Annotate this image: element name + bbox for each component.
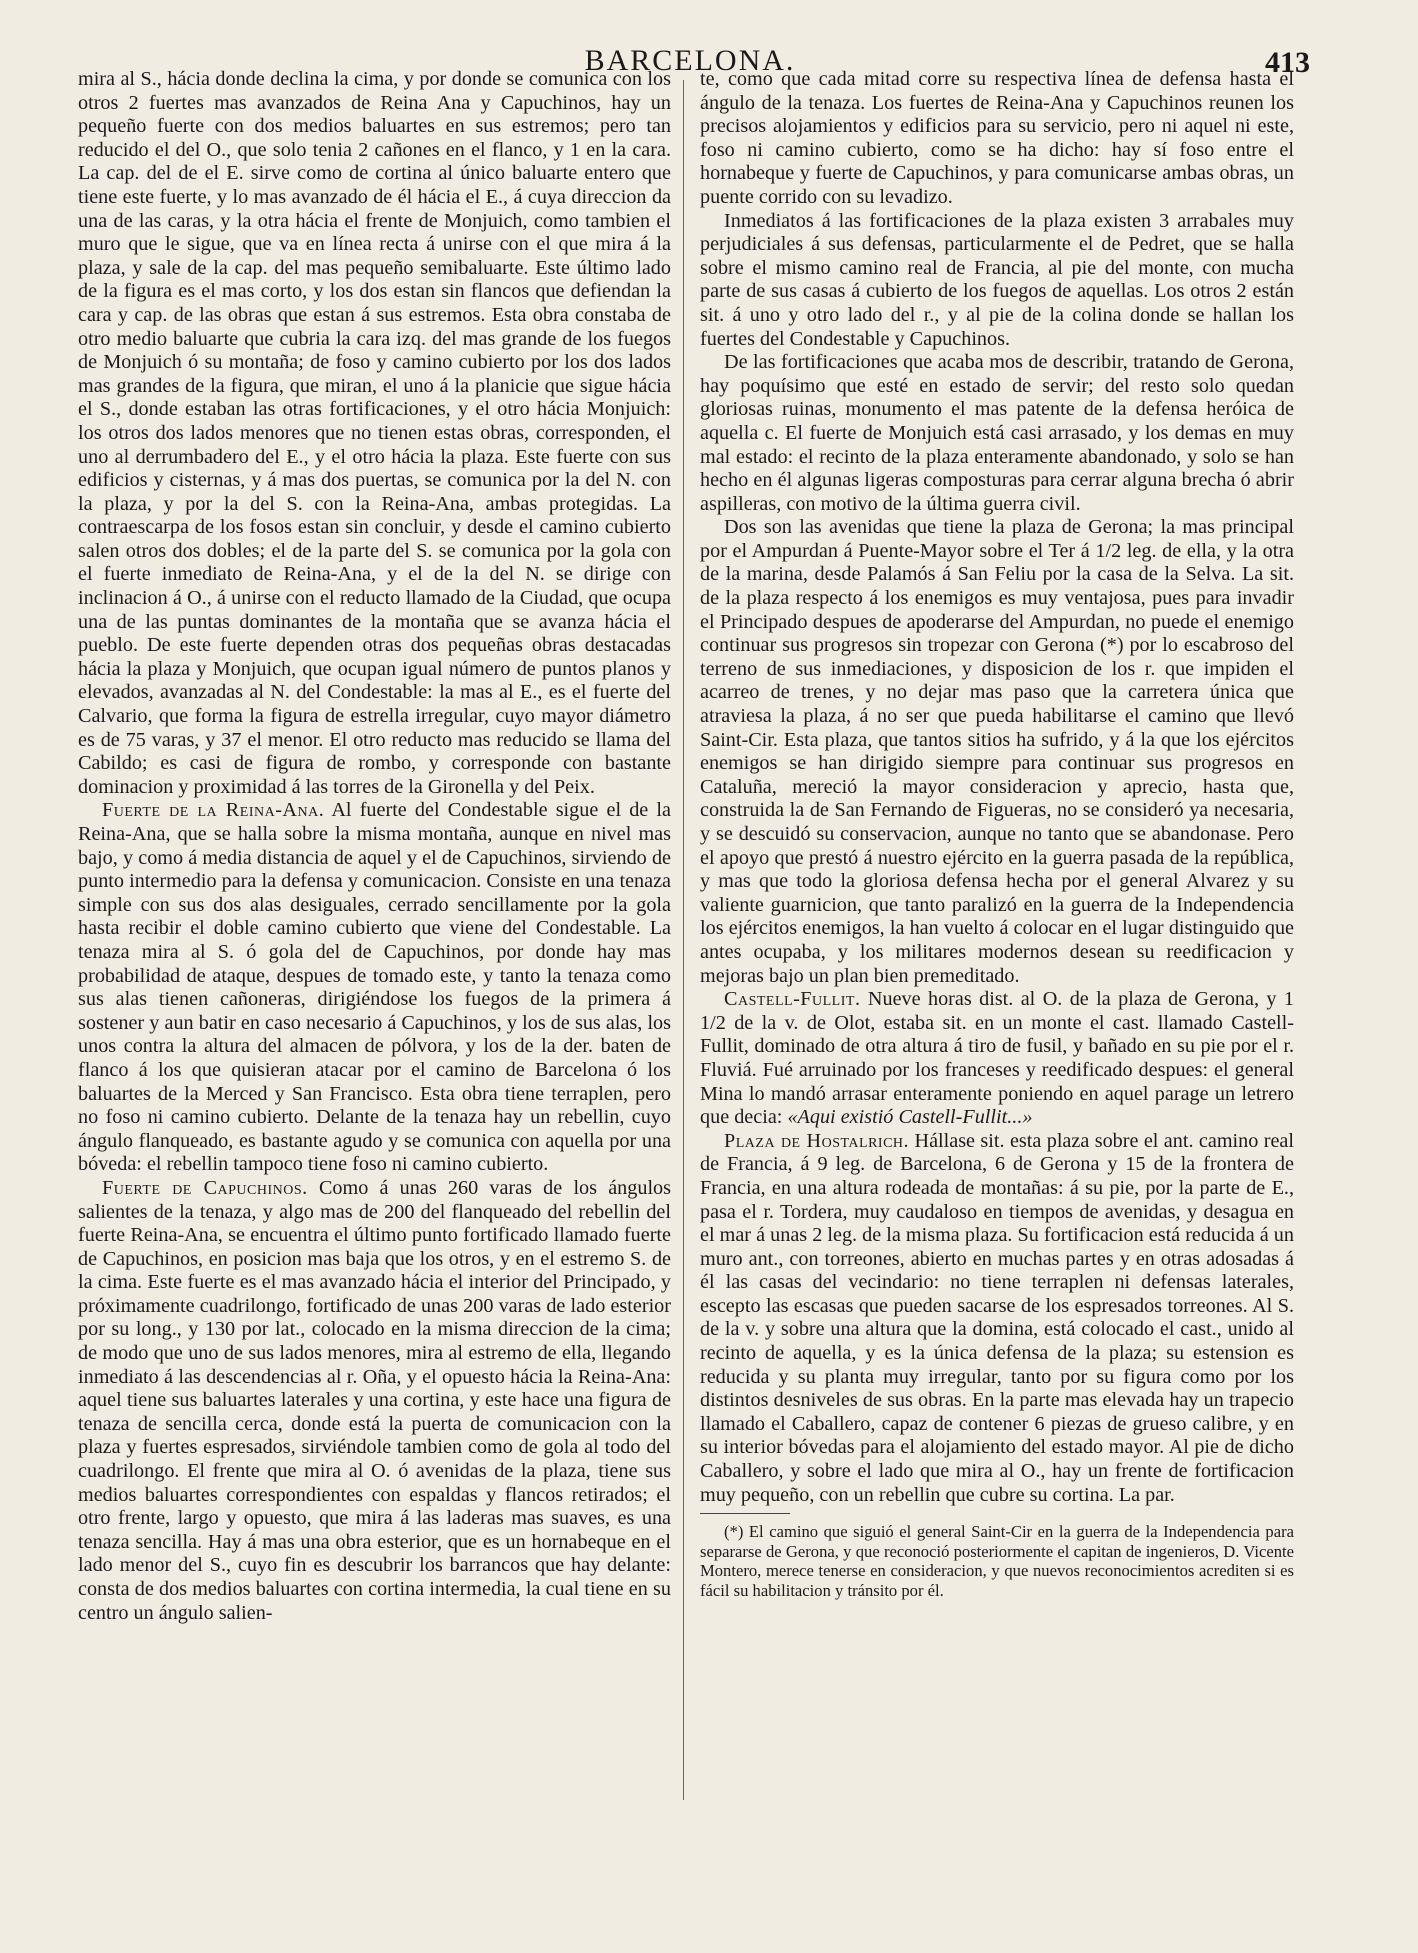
section-heading-hostalrich: Plaza de Hostalrich. [724, 1129, 910, 1152]
right-paragraph-ruinas: De las fortificaciones que acaba mos de describir, tratando de Gerona, hay poquísimo que esté en estado de servir; del resto solo quedan gloriosas ruinas, monumento el mas patente de la defensa heróica de aquella c. El fuerte de Monjuich está casi arrasado, y los demas en muy mal estado: el recinto de la plaza enteramente abandonado, y solo se han hecho en él algunas ligeras composturas para cerrar alguna brecha ó abrir aspilleras, con motivo de la última guerra civil. [700, 351, 1294, 515]
hostalrich-text: Hállase sit. esta plaza sobre el ant. camino real de Francia, á 9 leg. de Barcelona, 6 de Gerona y 15 de la frontera de Francia, en una altura rodeada de montañas: á su pie, por la parte de E., pasa el r. Tordera, muy caudaloso en tiempos de avenidas, y desagua en el mar á unas 2 leg. de la misma plaza. Su fortificacion está reducida á un muro ant., con torreones, abierto en muchas partes y en otras adosadas á él las casas del vecindario: no tiene terraplen ni defensas laterales, escepto las escasas que pueden sacarse de los espresados torreones. Al S. de la v. y sobre una altura que la domina, está colocado el cast., unido al recinto de aquella, y es la única defensa de la plaza; su estension es reducida y su planta muy irregular, tanto por su figura como por los distintos desniveles de sus obras. En la parte mas elevada hay un trapecio llamado el Caballero, capaz de contener 6 piezas de grueso calibre, y en su interior bóvedas para el alojamiento del estado mayor. Al pie de dicho Caballero, y sobre el lado que mira al O., hay un frente de fortificacion muy pequeño, con un rebellin que cubre su cortina. La par. [700, 1129, 1294, 1506]
right-paragraph-1: te, como que cada mitad corre su respectiva línea de defensa hasta el ángulo de la tenaza. Los fuertes de Reina-Ana y Capuchinos reunen los precisos alojamientos y edificios para su servicio, pero ni aquel ni este, foso ni camino cubierto, como se ha dicho: hay sí foso entre el hornabeque y fuerte de Capuchinos, y para comunicarse ambas obras, un puente corrido con su levadizo. [700, 68, 1294, 208]
left-paragraph-1: mira al S., hácia donde declina la cima, y por donde se comunica con los otros 2 fuertes mas avanzados de Reina Ana y Capuchinos, hay un pequeño fuerte con dos medios baluartes en sus estremos; pero tan reducido el del O., que solo tenia 2 cañones en el flanco, y 1 en la cara. La cap. del de el E. sirve como de cortina al único baluarte entero que tiene este fuerte, y lo mas avanzado de él hácia el E., á cuya direccion da una de las caras, y la otra hácia el frente de Monjuich, como tambien el muro que le sigue, que va en línea recta á unirse con el que mira á la plaza, y sale de la cap. del mas pequeño semibaluarte. Este último lado de la figura es el mas corto, y los dos estan sin flancos que defiendan la cara y cap. de las obras que estan á sus estremos. Esta obra constaba de otro medio baluarte que cubria la cara izq. del mas grande de los fuegos de Monjuich ó su montaña; de foso y camino cubierto por los dos lados mas grandes de la figura, que miran, el uno á la planicie que sigue hácia el S., donde estaban las otras fortificaciones, y el otro hácia Monjuich: los otros dos lados menores que no tienen estas obras, corresponden, el uno al derrumbadero del E., y el otro hácia la plaza. Este fuerte con sus edificios y cisternas, y á mas dos puertas, se comunica por la del N. con la plaza, y por la del S. con la Reina-Ana, ambas protegidas. La contraescarpa de los fosos estan sin concluir, y desde el camino cubierto salen otros dos dobles; el de la parte del S. se comunica por la gola con el fuerte inmediato de Reina-Ana, y el de la del N. se dirige con inclinacion á O., á unirse con el reducto llamado de la Ciudad, que ocupa una de las puntas dominantes de la montaña que se avanza hácia el pueblo. De este fuerte dependen otras dos pequeñas obras destacadas hácia la plaza y Monjuich, que ocupan igual número de puntos planos y elevados, avanzadas al N. del Condestable: la mas al E., es el fuerte del Calvario, que forma la figura de estrella irregular, cuyo mayor diámetro es de 75 varas, y 37 el menor. El otro reducto mas reducido se llama del Cabildo; es casi de figura de rombo, y corresponde con bastante dominacion y proximidad á las torres de la Gironella y del Peix. [78, 68, 671, 798]
right-column [700, 68, 1294, 1601]
right-paragraph-castell-fullit [700, 988, 1294, 1130]
capuchinos-text: Como á unas 260 varas de los ángulos salientes de la tenaza, y algo mas de 200 del flanqueado del rebellin del fuerte Reina-Ana, se encuentra el último punto fortificado llamado fuerte de Capuchinos, en posicion mas baja que los otros, y en el estremo S. de la cima. Este fuerte es el mas avanzado hácia el interior del Principado, y próximamente cuadrilongo, fortificado de unas 200 varas de lado esterior por su long., y 130 por lat., colocado en la misma direccion de la cima; de modo que uno de sus lados menores, mira al estremo de ella, llegando inmediato á las descendencias al r. Oña, y el opuesto hácia la Reina-Ana: aquel tiene sus baluartes laterales y una cortina, y este hace una figura de tenaza de sencilla cerca, donde está la puerta de comunicacion con la plaza y fuertes espresados, sirviéndole tambien como de gola al todo del cuadrilongo. El frente que mira al O. ó avenidas de la plaza, tiene sus medios baluartes correspondientes con espaldas y flancos retirados; el otro frente, largo y opuesto, que mira á las laderas mas suaves, es una tenaza sencilla. Hay á mas una obra esterior, que es un hornabeque en el lado menor del S., cuyo fin es descubrir los barrancos que hay delante: consta de dos medios baluartes con cortina intermedia, la cual tiene en su centro un ángulo salien- [78, 1176, 672, 1624]
section-heading-capuchinos: Fuerte de Capuchinos. [102, 1176, 308, 1199]
castell-fullit-inscription: «Aqui existió Castell-Fullit...» [787, 1106, 1033, 1129]
column-divider [683, 80, 684, 1800]
right-paragraph-avenidas: Dos son las avenidas que tiene la plaza de Gerona; la mas principal por el Ampurdan á Puente-Mayor sobre el Ter á 1/2 leg. de ella, y la otra de la marina, desde Palamós á San Feliu por la casa de la Selva. La sit. de la plaza respecto á los enemigos es muy ventajosa, pues para invadir el Principado despues de apoderarse del Ampurdan, no puede el enemigo continuar sus progresos sin tropezar con Gerona (*) por lo escabroso del terreno de sus inmediaciones, y disposicion de los r. que impiden el acarreo de trenes, y no dejar mas paso que la carretera única que atraviesa la plaza, á no ser que pueda habilitarse el camino que llevó Saint-Cir. Esta plaza, que tantos sitios ha sufrido, y á la que los ejércitos enemigos se han dirigido siempre para continuar sus progresos en Cataluña, mereció la mayor consideracion y aprecio, hasta que, construida la de San Fernando de Figueras, no se consideró ya necesaria, y se descuidó su conservacion, aunque no tanto que se abandonase. Pero el apoyo que prestó á nuestro ejército en la guerra pasada de la república, y mas que todo la gloriosa defensa hecha por el general Alvarez y su valiente guarnicion, que tanto paralizó en la guerra de la Independencia los ejércitos enemigos, la han vuelto á colocar en el lugar distinguido que antes ocupaba, y los militares modernos desean su reedificacion y mejoras bajo un plan bien premeditado. [700, 516, 1294, 987]
section-heading-reina-ana: Fuerte de la Reina-Ana. [102, 799, 325, 822]
page-number: 413 [1265, 46, 1310, 79]
castell-fullit-text: Nueve horas dist. al O. de la plaza de Gerona, y 1 1/2 de la v. de Olot, estaba sit. en un monte el cast. llamado Castell-Fullit, dominado de otra altura á tiro de fusil, y bañado en su pie por el r. Fluviá. Fué arruinado por los franceses y reedificado despues: el general Mina lo mandó arrasar enteramente poniendo en aquel parage un letrero que decia: [700, 988, 1294, 1129]
running-title: BARCELONA. [584, 44, 796, 77]
section-heading-castell-fullit: Castell-Fullit. [724, 988, 861, 1011]
footnote: (*) El camino que siguió el general Saint-Cir en la guerra de la Independencia para separarse de Gerona, y que reconoció posteriormente el capitan de ingenieros, D. Vicente Montero, merece tenerse en consideracion, y que nuevos reconocimientos acrediten si es fácil su habilitacion y tránsito por él. [700, 1522, 1294, 1600]
left-column [78, 68, 671, 1625]
left-paragraph-capuchinos [78, 1177, 671, 1625]
reina-ana-text: Al fuerte del Condestable sigue el de la Reina-Ana, que se halla sobre la misma montaña, aunque en nivel mas bajo, y como á media distancia de aquel y el de Capuchinos, sirviendo de punto intermedio para la defensa y comunicacion. Consiste en una tenaza simple con sus dos alas desiguales, cerrado sencillamente por la gola hasta recibir el doble camino cubierto que viene del Condestable. La tenaza mira al S. ó gola del de Capuchinos, por donde hay mas probabilidad de ataque, despues de tomado este, y tanto la tenaza como sus alas tienen cañoneras, dirigiéndose los fuegos de la primera á sostener y aun batir en caso necesario á Capuchinos, y los de sus alas, los unos contra la altura del almacen de pólvora, y los de la der. baten de flanco á los que quisieran atacar por el camino de Barcelona ó los baluartes de la Merced y San Francisco. Esta obra tiene terraplen, pero no foso ni camino cubierto. Delante de la tenaza hay un rebellin, cuyo ángulo flanqueado, es bastante agudo y se comunica con aquella por una bóveda: el rebellin tampoco tiene foso ni camino cubierto. [78, 799, 671, 1176]
right-paragraph-arrabales: Inmediatos á las fortificaciones de la plaza existen 3 arrabales muy perjudiciales á sus defensas, particularmente el de Pedret, que se halla sobre el mismo camino real de Francia, al pie del monte, con mucha parte de sus casas á cubierto de los fuegos de aquellas. Los otros 2 están sit. á uno y otro lado del r., y al pie de la colina donde se hallan los fuertes del Condestable y Capuchinos. [700, 209, 1294, 350]
footnote-rule [700, 1513, 790, 1514]
left-paragraph-reina-ana [78, 799, 671, 1177]
right-paragraph-hostalrich [700, 1130, 1294, 1508]
